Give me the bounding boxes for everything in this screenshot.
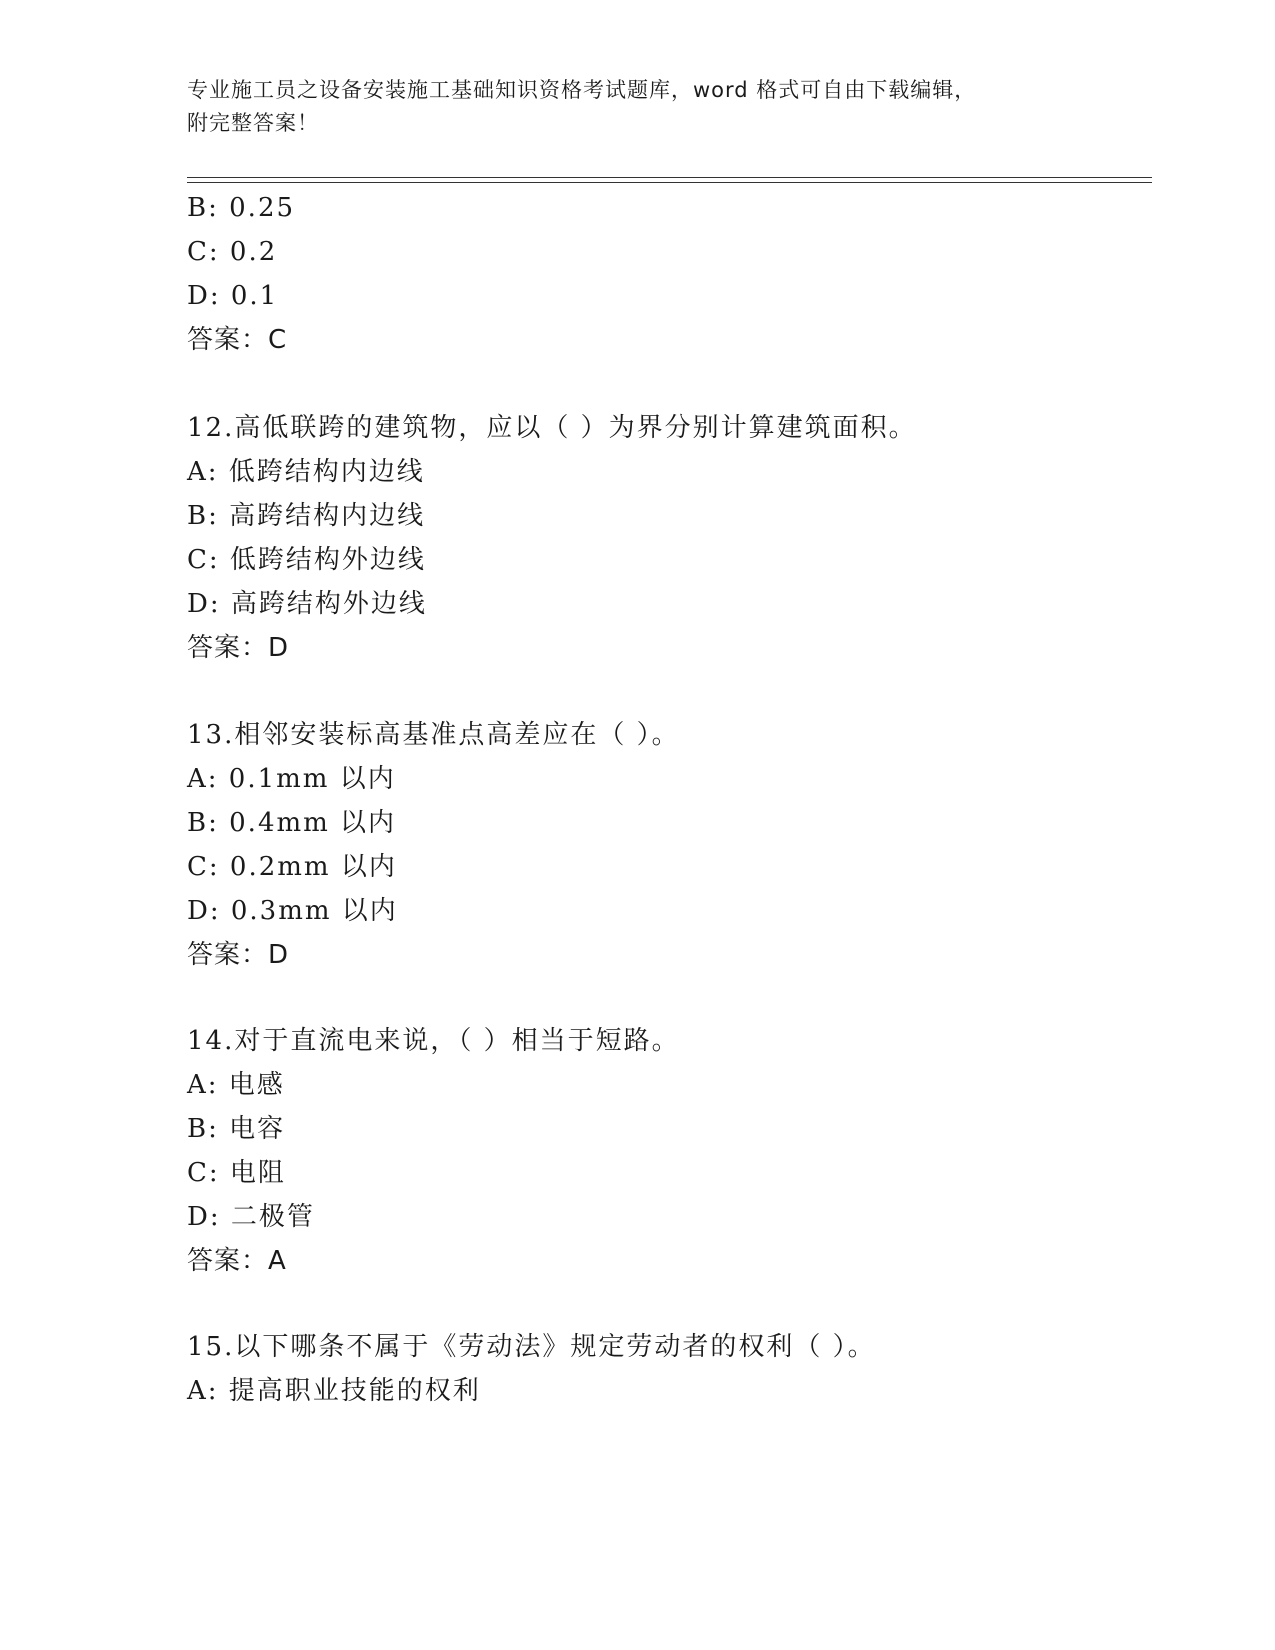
q11-answer: 答案：C [187,325,288,355]
q12-question: 12.高低联跨的建筑物，应以（ ）为界分别计算建筑面积。 [187,413,917,443]
q12-answer: 答案：D [187,633,290,663]
q12-option-d: D: 高跨结构外边线 [187,589,427,619]
q14-question: 14.对于直流电来说，（ ）相当于短路。 [187,1026,680,1056]
q13-option-b: B: 0.4mm 以内 [187,808,397,838]
q13-answer: 答案：D [187,940,290,970]
q13-question: 13.相邻安装标高基准点高差应在（ ）。 [187,720,680,750]
q11-option-b: B: 0.25 [187,193,296,223]
q13-option-c: C: 0.2mm 以内 [187,852,397,882]
q14-answer: 答案：A [187,1246,287,1276]
q14-option-c: C: 电阻 [187,1158,286,1188]
q14-option-d: D: 二极管 [187,1202,315,1232]
header-rule-bottom [187,182,1152,183]
q14-option-a: A: 电感 [187,1070,285,1100]
q15-option-a: A: 提高职业技能的权利 [187,1376,481,1406]
q13-option-a: A: 0.1mm 以内 [187,764,396,794]
q12-option-c: C: 低跨结构外边线 [187,545,426,575]
q11-option-d: D: 0.1 [187,281,279,311]
q13-option-d: D: 0.3mm 以内 [187,896,398,926]
header-line-2: 附完整答案！ [187,111,319,135]
q12-option-a: A: 低跨结构内边线 [187,457,425,487]
q15-question: 15.以下哪条不属于《劳动法》规定劳动者的权利（ ）。 [187,1332,876,1362]
q11-option-c: C: 0.2 [187,237,278,267]
q12-option-b: B: 高跨结构内边线 [187,501,426,531]
header-rule-top [187,177,1152,178]
q14-option-b: B: 电容 [187,1114,286,1144]
header-line-1: 专业施工员之设备安装施工基础知识资格考试题库，word 格式可自由下载编辑， [187,78,977,102]
document-header [187,74,1067,140]
